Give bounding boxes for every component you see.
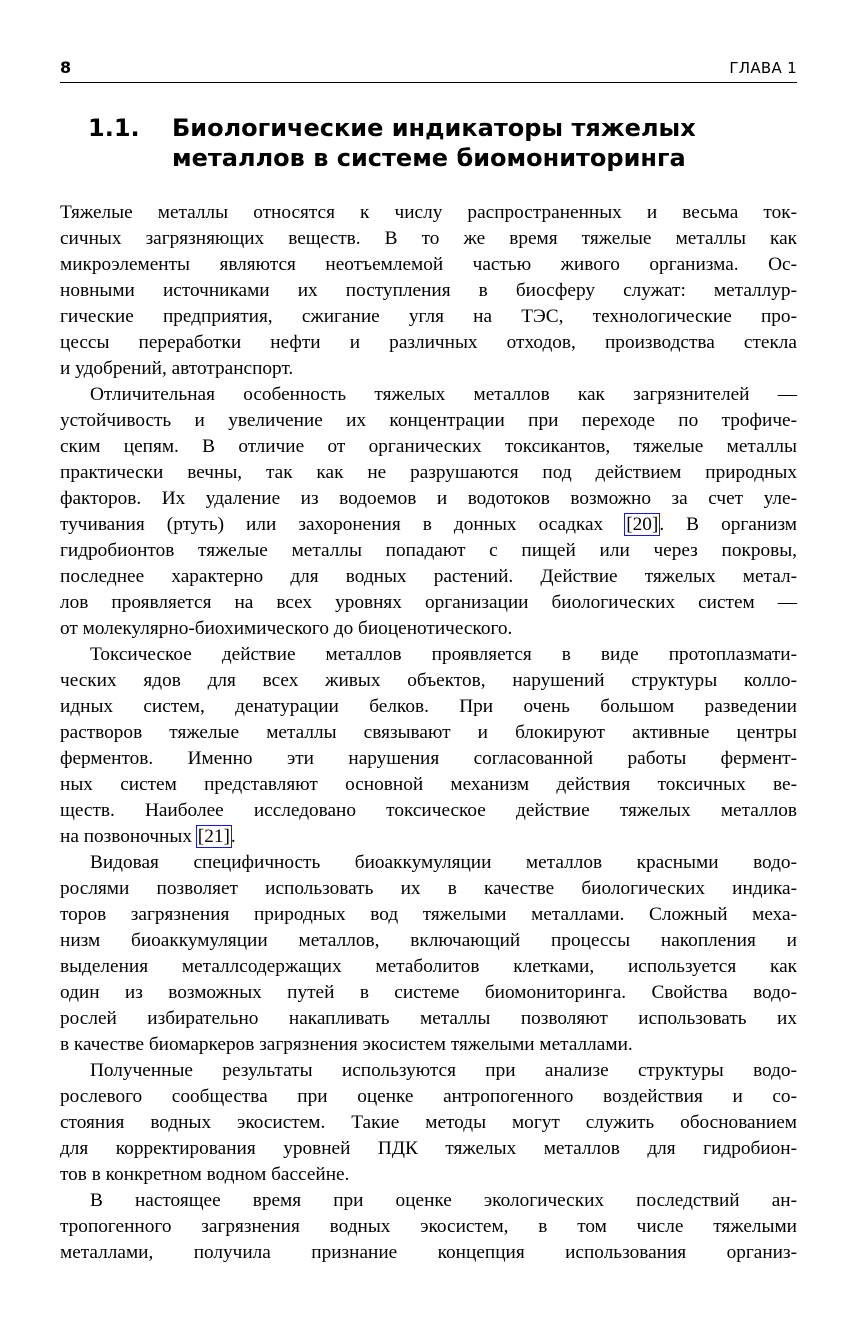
text-line: в качестве биомаркеров загрязнения экосистем тяжелыми металлами.: [60, 1034, 633, 1055]
text-line: гидробионтов тяжелые металлы попадают с пищей или через покровы,: [60, 540, 797, 561]
text-line: Тяжелые металлы относятся к числу распространенных и весьма ток-: [60, 202, 797, 223]
text-segment: . В организм: [659, 514, 797, 535]
paragraph-3: [60, 642, 797, 850]
text-line: цессы переработки нефти и различных отходов, производства стекла: [60, 332, 797, 353]
text-line-with-citation: [60, 824, 797, 850]
paragraph-5: [60, 1058, 797, 1188]
page-number: 8: [60, 58, 72, 77]
text-line: тов в конкретном водном бассейне.: [60, 1164, 350, 1185]
text-line: ческих ядов для всех живых объектов, нарушений структуры колло-: [60, 670, 797, 691]
text-line: новными источниками их поступления в биосферу служат: металлур-: [60, 280, 797, 301]
text-line: идных систем, денатурации белков. При очень большом разведении: [60, 696, 797, 717]
text-line: ским цепям. В отличие от органических токсикантов, тяжелые металлы: [60, 436, 797, 457]
text-line: низм биоаккумуляции металлов, включающий процессы накопления и: [60, 930, 797, 951]
text-line: рослей избирательно накапливать металлы позволяют использовать их: [60, 1008, 797, 1029]
text-line-with-citation: [60, 512, 797, 538]
text-line: Полученные результаты используются при анализе структуры водо-: [90, 1060, 797, 1081]
text-line: сичных загрязняющих веществ. В то же время тяжелые металлы как: [60, 228, 797, 249]
paragraph-4: [60, 850, 797, 1058]
text-line: выделения металлсодержащих метаболитов клетками, используется как: [60, 956, 797, 977]
text-line: и удобрений, автотранспорт.: [60, 358, 294, 379]
text-segment: .: [230, 826, 236, 847]
text-segment: на позвоночных: [60, 826, 197, 847]
text-line: торов загрязнения природных вод тяжелыми металлами. Сложный меха-: [60, 904, 797, 925]
citation-link-21[interactable]: [21]: [197, 826, 230, 847]
text-segment: тучивания (ртуть) или захоронения в донных осадках: [60, 514, 626, 535]
paragraph-1: [60, 200, 797, 382]
section-title-line: Биологические индикаторы тяжелых: [172, 114, 696, 142]
section-number: 1.1.: [88, 114, 140, 142]
text-line: металлами, получила признание концепция использования организ-: [60, 1242, 797, 1263]
chapter-label: ГЛАВА 1: [729, 59, 797, 77]
text-line: один из возможных путей в системе биомониторинга. Свойства водо-: [60, 982, 797, 1003]
text-line: ществ. Наиболее исследовано токсическое действие тяжелых металлов: [60, 800, 797, 821]
section-title-line: металлов в системе биомониторинга: [172, 144, 686, 172]
body-text: [60, 200, 797, 1266]
section-title: [172, 113, 792, 173]
text-line: стояния водных экосистем. Такие методы могут служить обоснованием: [60, 1112, 797, 1133]
text-line: микроэлементы являются неотъемлемой частью живого организма. Ос-: [60, 254, 797, 275]
text-line: гические предприятия, сжигание угля на ТЭС, технологические про-: [60, 306, 797, 327]
running-header: [60, 56, 797, 83]
text-line: от молекулярно-биохимического до биоценотического.: [60, 618, 513, 639]
text-line: тропогенного загрязнения водных экосистем, в том числе тяжелыми: [60, 1216, 797, 1237]
text-line: лов проявляется на всех уровнях организации биологических систем —: [60, 592, 797, 613]
text-line: Токсическое действие металлов проявляется в виде протоплазмати-: [90, 644, 797, 665]
text-line: ных систем представляют основной механизм действия токсичных ве-: [60, 774, 797, 795]
paragraph-6: [60, 1188, 797, 1266]
text-line: ферментов. Именно эти нарушения согласованной работы фермент-: [60, 748, 797, 769]
text-line: факторов. Их удаление из водоемов и водотоков возможно за счет уле-: [60, 488, 797, 509]
text-line: растворов тяжелые металлы связывают и блокируют активные центры: [60, 722, 797, 743]
text-line: рослями позволяет использовать их в качестве биологических индика-: [60, 878, 797, 899]
text-line: последнее характерно для водных растений. Действие тяжелых метал-: [60, 566, 797, 587]
text-line: Отличительная особенность тяжелых металлов как загрязнителей —: [90, 384, 797, 405]
text-line: Видовая специфичность биоаккумуляции металлов красными водо-: [90, 852, 797, 873]
text-line: В настоящее время при оценке экологических последствий ан-: [90, 1190, 797, 1211]
citation-link-20[interactable]: [20]: [626, 514, 659, 535]
text-line: рослевого сообщества при оценке антропогенного воздействия и со-: [60, 1086, 797, 1107]
text-line: для корректирования уровней ПДК тяжелых металлов для гидробион-: [60, 1138, 797, 1159]
text-line: практически вечны, так как не разрушаются под действием природных: [60, 462, 797, 483]
paragraph-2: [60, 382, 797, 642]
text-line: устойчивость и увеличение их концентрации при переходе по трофиче-: [60, 410, 797, 431]
